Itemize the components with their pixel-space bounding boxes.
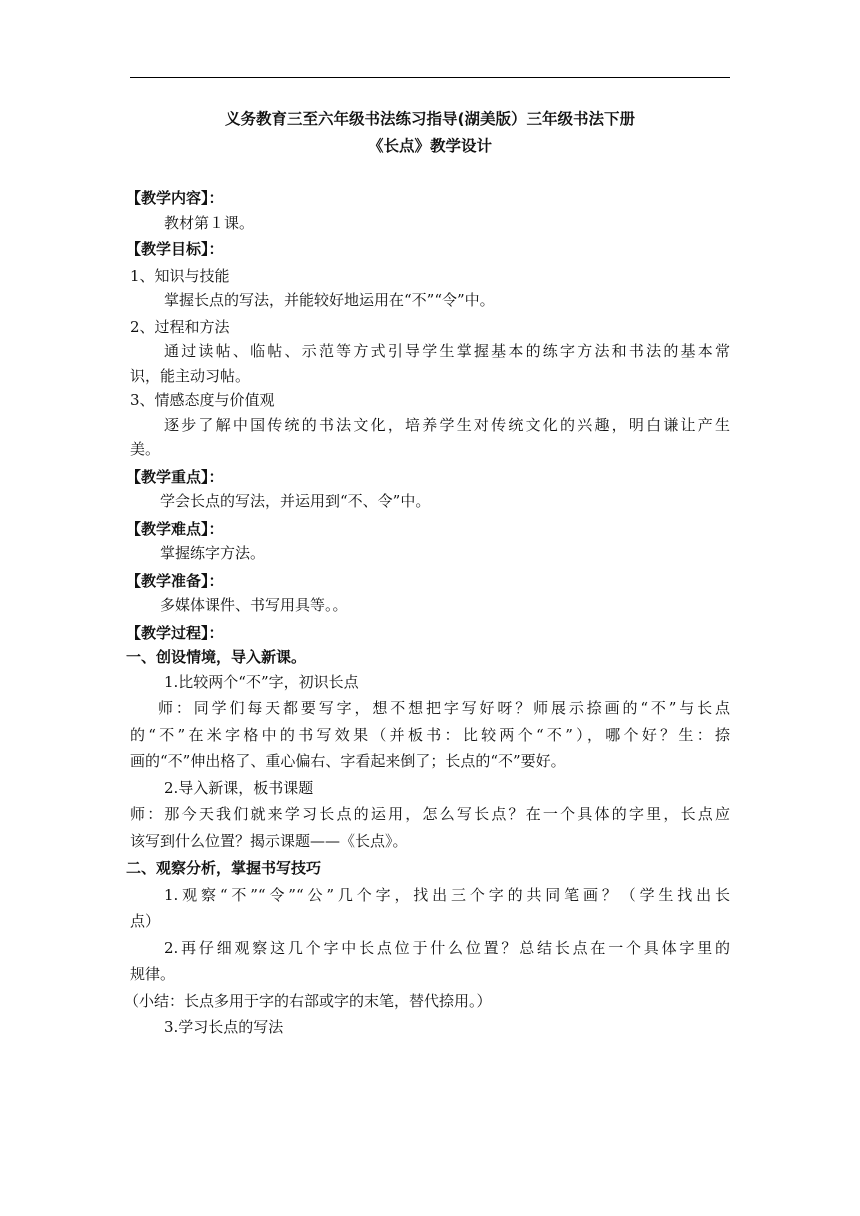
- section-2-summary: （小结：长点多用于字的右部或字的末笔，替代捺用。）: [124, 991, 492, 1010]
- heading-teaching-goals: 【教学目标】：: [126, 240, 224, 258]
- title-line-1: 义务教育三至六年级书法练习指导(湖美版）三年级书法下册: [224, 110, 636, 128]
- teaching-content-text: 教材第１课。: [164, 213, 255, 232]
- section-1-item-1: 1.比较两个“不”字，初识长点: [164, 672, 359, 691]
- header-rule: [130, 77, 730, 78]
- section-1-para2-line-1: 师：那今天我们就来学习长点的运用，怎么写长点？在一个具体的字里，长点应: [130, 805, 730, 823]
- preparation-text: 多媒体课件、书写用具等。。: [160, 596, 348, 614]
- goal-3-text-line-2: 美。: [130, 440, 161, 458]
- document-title: [130, 106, 730, 160]
- document-body: [124, 186, 730, 1040]
- section-2-title: 二、观察分析，掌握书写技巧: [126, 859, 322, 877]
- goal-2-text-line-1: 通过读帖、临帖、示范等方式引导学生掌握基本的练字方法和书法的基本常: [164, 342, 730, 360]
- goal-3-text-line-1: 逐步了解中国传统的书法文化，培养学生对传统文化的兴趣，明白谦让产生: [164, 415, 730, 434]
- section-2-item-2-line-1: 2.再仔细观察这几个字中长点位于什么位置？总结长点在一个具体字里的: [164, 938, 730, 957]
- section-2-item-3: 3.学习长点的写法: [164, 1018, 284, 1036]
- section-2-item-1-line-2: 点）: [130, 912, 161, 930]
- heading-teaching-content: 【教学内容】：: [126, 189, 224, 207]
- heading-key-points: 【教学重点】：: [126, 467, 224, 486]
- section-1-para-line-3: 画的“不”伸出格了、重心偏右、字看起来倒了；长点的“不”要好。: [130, 752, 566, 770]
- heading-process: 【教学过程】：: [126, 623, 224, 642]
- section-2-item-2-line-2: 规律。: [130, 965, 176, 983]
- goal-1-title: 1、知识与技能: [130, 266, 230, 285]
- goal-1-text: 掌握长点的写法，并能较好地运用在“不”“令”中。: [164, 291, 495, 309]
- title-line-2: 《长点》教学设计: [367, 137, 492, 155]
- key-points-text: 学会长点的写法，并运用到“不、令”中。: [160, 492, 431, 510]
- section-1-para2-line-2: 该写到什么位置？揭示课题——《长点》。: [130, 831, 408, 850]
- section-1-para-line-2: 的“不”在米字格中的书写效果（并板书：比较两个“不”），哪个好？生：捺: [130, 725, 730, 744]
- goal-2-text-line-2: 识，能主动习帖。: [130, 366, 251, 385]
- section-1-item-2: 2.导入新课，板书课题: [164, 778, 314, 797]
- heading-preparation: 【教学准备】：: [126, 571, 224, 590]
- difficulties-text: 掌握练字方法。: [160, 544, 266, 562]
- section-2-item-1-line-1: 1.观察“不”“令”“公”几个字，找出三个字的共同笔画？（学生找出长: [164, 885, 730, 904]
- heading-difficulties: 【教学难点】：: [126, 519, 224, 538]
- section-1-para-line-1: 师：同学们每天都要写字，想不想把字写好呀？师展示捺画的“不”与长点: [158, 699, 730, 717]
- goal-2-title: 2、过程和方法: [130, 317, 230, 336]
- section-1-title: 一、创设情境，导入新课。: [126, 648, 307, 666]
- goal-3-title: 3、情感态度与价值观: [130, 391, 275, 409]
